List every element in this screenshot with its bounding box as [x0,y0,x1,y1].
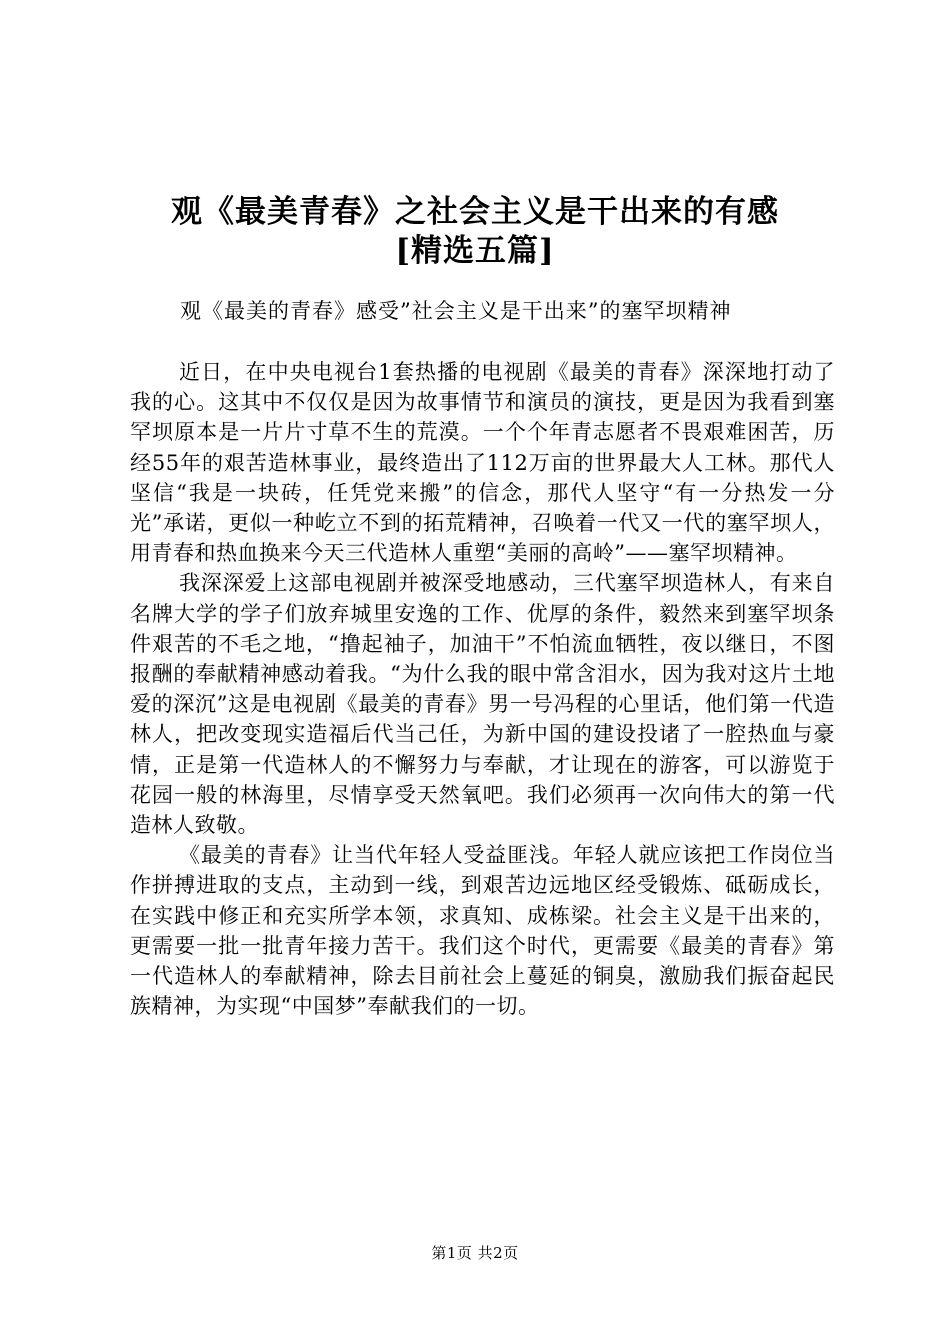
paragraph-2: 我深深爱上这部电视剧并被深受地感动，三代塞罕坝造林人，有来自名牌大学的学子们放弃城里安逸的工作、优厚的条件，毅然来到塞罕坝条件艰苦的不毛之地，“撸起袖子，加油干”不怕流血牺牲，夜以继日，不图报酬的奉献精神感动着我。“为什么我的眼中常含泪水，因为我对这片土地爱的深沉”这是电视剧《最美的青春》男一号冯程的心里话，他们第一代造林人，把改变现实造福后代当己任，为新中国的建设投诸了一腔热血与豪情，正是第一代造林人的不懈努力与奉献，才让现在的游客，可以游览于花园一般的林海里，尽情享受天然氧吧。我们必须再一次向伟大的第一代造林人致敬。 [130,571,835,838]
document-title-line2: [精选五篇] [395,233,555,269]
document-body [130,357,835,1021]
paragraph-1: 近日，在中央电视台1套热播的电视剧《最美的青春》深深地打动了我的心。这其中不仅仅是因为故事情节和演员的演技，更是因为我看到塞罕坝原本是一片片寸草不生的荒漠。一个个年青志愿者不畏艰难困苦，历经55年的艰苦造林事业，最终造出了112万亩的世界最大人工林。那代人坚信“我是一块砖，任凭党来搬”的信念，那代人坚守“有一分热发一分光”承诺，更似一种屹立不到的拓荒精神，召唤着一代又一代的塞罕坝人，用青春和热血换来今天三代造林人重塑“美丽的高岭”——塞罕坝精神。 [130,360,835,566]
page-number-footer: 第1页 共2页 [431,1244,519,1262]
document-subtitle: 观《最美的青春》感受”社会主义是干出来”的塞罕坝精神 [180,299,732,323]
document-title-line1: 观《最美青春》之社会主义是干出来的有感 [171,194,779,230]
paragraph-3: 《最美的青春》让当代年轻人受益匪浅。年轻人就应该把工作岗位当作拼搏进取的支点，主动到一线，到艰苦边远地区经受锻炼、砥砺成长，在实践中修正和充实所学本领，求真知、成栋梁。社会主义是干出来的，更需要一批一批青年接力苦干。我们这个时代，更需要《最美的青春》第一代造林人的奉献精神，除去目前社会上蔓延的铜臭，激励我们振奋起民族精神，为实现“中国梦”奉献我们的一切。 [130,843,835,1019]
